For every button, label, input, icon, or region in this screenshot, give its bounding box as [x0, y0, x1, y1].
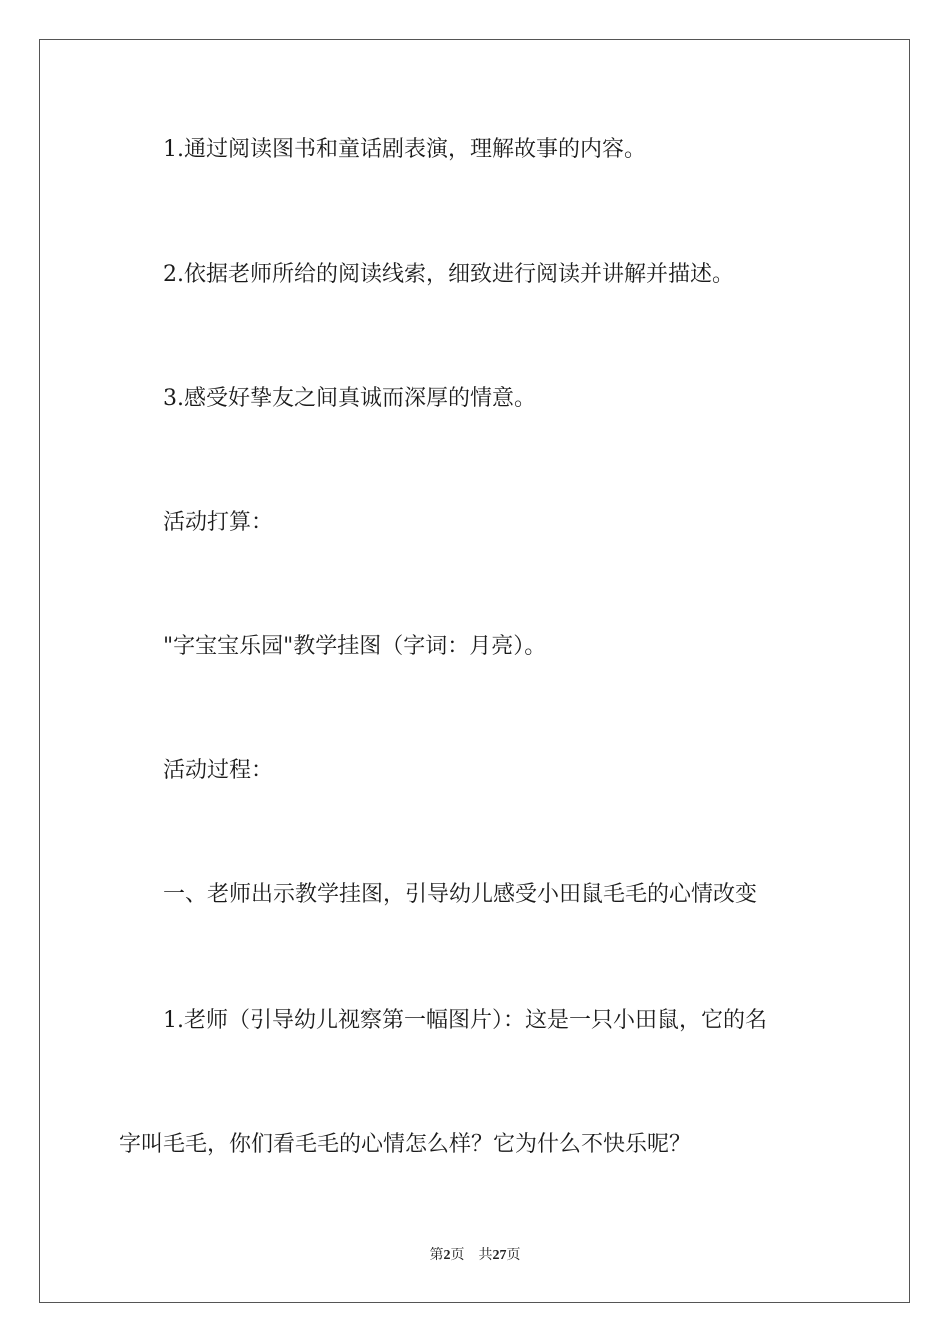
- paragraph-step-one: 一、老师出示教学挂图，引导幼儿感受小田鼠毛毛的心情改变: [163, 882, 758, 907]
- paragraph-teacher-line-continued: 字叫毛毛，你们看毛毛的心情怎么样？它为什么不快乐呢？: [119, 1132, 692, 1157]
- footer-page-number: 2: [443, 1248, 451, 1263]
- paragraph-objective-2: 2.依据老师所给的阅读线索，细致进行阅读并讲解并描述。: [163, 262, 734, 287]
- paragraph-materials: "字宝宝乐园"教学挂图（字词：月亮）。: [163, 634, 547, 659]
- page-footer: [0, 1249, 950, 1263]
- footer-total-pages: 27: [492, 1248, 507, 1263]
- footer-page-suffix: 页: [450, 1248, 465, 1263]
- footer-total-prefix: 共: [478, 1248, 493, 1263]
- footer-total-suffix: 页: [506, 1248, 521, 1263]
- footer-page-prefix: 第: [429, 1248, 444, 1263]
- page-frame: [39, 39, 910, 1303]
- paragraph-objective-1: 1.通过阅读图书和童话剧表演，理解故事的内容。: [163, 137, 646, 162]
- heading-activity-process: 活动过程：: [163, 758, 274, 783]
- heading-activity-preparation: 活动打算：: [163, 510, 274, 535]
- paragraph-objective-3: 3.感受好挚友之间真诚而深厚的情意。: [163, 386, 536, 411]
- paragraph-teacher-line: 1.老师（引导幼儿视察第一幅图片）：这是一只小田鼠，它的名: [163, 1008, 767, 1033]
